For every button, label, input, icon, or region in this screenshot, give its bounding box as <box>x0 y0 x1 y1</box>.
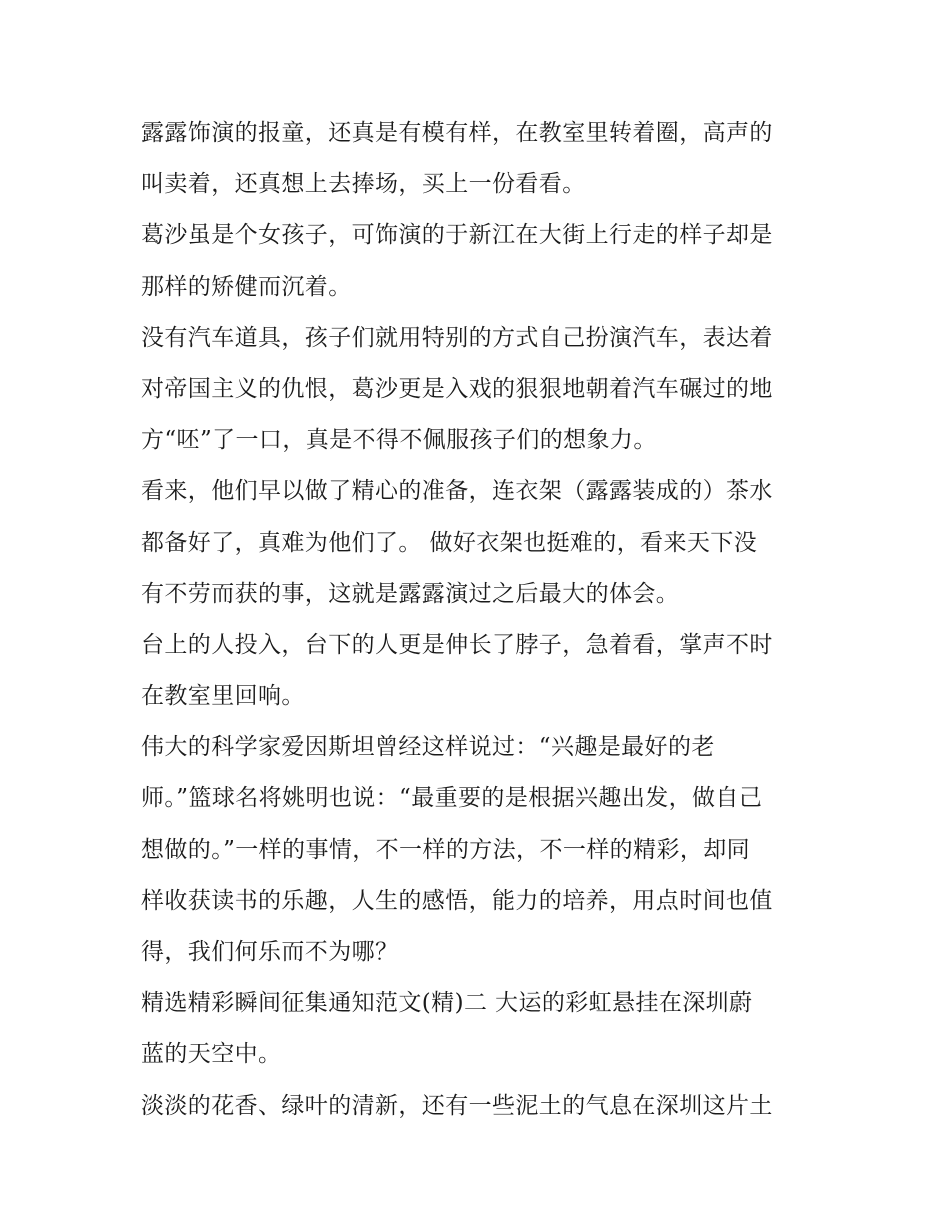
text-line: 都备好了，真难为他们了。 做好衣架也挺难的，看来天下没 <box>141 529 758 556</box>
text-line: 方“呸”了一口，真是不得不佩服孩子们的想象力。 <box>141 427 657 454</box>
text-line: 看来，他们早以做了精心的准备，连衣架（露露装成的）茶水 <box>141 478 773 505</box>
text-line: 葛沙虽是个女孩子，可饰演的于新江在大街上行走的样子却是 <box>141 222 773 249</box>
text-line: 台上的人投入，台下的人更是伸长了脖子，急着看，掌声不时 <box>141 631 773 658</box>
text-line: 有不劳而获的事，这就是露露演过之后最大的体会。 <box>141 580 680 607</box>
text-line: 没有汽车道具，孩子们就用特别的方式自己扮演汽车，表达着 <box>141 324 773 351</box>
text-line: 在教室里回响。 <box>141 683 305 710</box>
text-line: 得，我们何乐而不为哪？ <box>141 939 399 965</box>
text-line: 伟大的科学家爱因斯坦曾经这样说过：“兴趣是最好的老 <box>141 734 715 761</box>
text-line: 样收获读书的乐趣，人生的感悟，能力的培养，用点时间也值 <box>141 887 773 914</box>
body-text <box>141 108 813 1132</box>
text-line: 露露饰演的报童，还真是有模有样，在教室里转着圈，高声的 <box>141 120 773 146</box>
text-line: 对帝国主义的仇恨，葛沙更是入戏的狠狠地朝着汽车碾过的地 <box>141 375 773 402</box>
text-line: 叫卖着，还真想上去捧场，买上一份看看。 <box>141 171 586 198</box>
text-line: 蓝的天空中。 <box>141 1041 282 1068</box>
text-line: 师。”篮球名将姚明也说：“最重要的是根据兴趣出发，做自己 <box>141 785 763 812</box>
text-line: 淡淡的花香、绿叶的清新，还有一些泥土的气息在深圳这片土 <box>141 1092 773 1119</box>
text-line: 想做的。”一样的事情，不一样的方法，不一样的精彩，却同 <box>141 836 751 863</box>
text-line: 精选精彩瞬间征集通知范文(精)二 大运的彩虹悬挂在深圳蔚 <box>141 990 753 1017</box>
text-line: 那样的矫健而沉着。 <box>141 273 352 300</box>
